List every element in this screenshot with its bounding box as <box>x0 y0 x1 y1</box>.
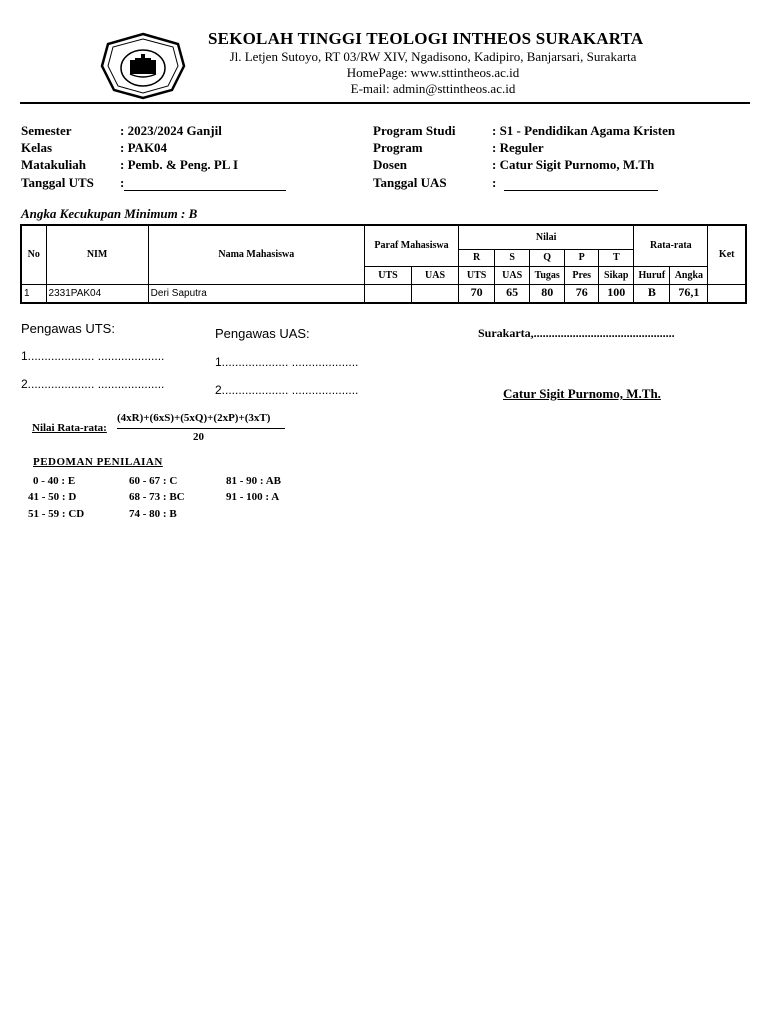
cell-no: 1 <box>21 284 46 303</box>
cell-nim: 2331PAK04 <box>46 284 148 303</box>
cell-huruf: B <box>634 284 670 303</box>
cell-paraf-uas <box>412 284 459 303</box>
place-date: Surakarta,............................................... <box>478 326 675 340</box>
semester-label: Semester <box>21 123 72 138</box>
pedoman-item: 68 - 73 : BC <box>129 491 185 503</box>
header-huruf: Huruf <box>634 266 670 284</box>
header-nama: Nama Mahasiswa <box>148 225 364 284</box>
header-r: R <box>459 249 495 266</box>
tanggal-uts-label: Tanggal UTS <box>21 175 94 190</box>
institution-address: Jl. Letjen Sutoyo, RT 03/RW XIV, Ngadisono, Kadipiro, Banjarsari, Surakarta <box>229 49 637 64</box>
tanggal-uts-colon: : <box>120 175 125 190</box>
pengawas-uts-line-2: 2.................... .................... <box>21 377 165 391</box>
header-t: T <box>599 249 634 266</box>
institution-email: E-mail: admin@sttintheos.ac.id <box>350 81 516 96</box>
cell-ket <box>708 284 746 303</box>
pedoman-title: PEDOMAN PENILAIAN <box>33 456 163 468</box>
grade-table <box>20 224 747 304</box>
program-studi-label: Program Studi <box>373 123 456 138</box>
pengawas-uts-label: Pengawas UTS: <box>21 321 115 336</box>
program-studi-value: : S1 - Pendidikan Agama Kristen <box>492 123 676 138</box>
program-value: : Reguler <box>492 140 544 155</box>
pengawas-uas-label: Pengawas UAS: <box>215 326 310 341</box>
dosen-value: : Catur Sigit Purnomo, M.Th <box>492 157 655 172</box>
header-nim: NIM <box>46 225 148 284</box>
pengawas-uts-line-1: 1.................... .................... <box>21 349 165 363</box>
formula-denominator: 20 <box>193 431 204 443</box>
matakuliah-value: : Pemb. & Peng. PL I <box>120 157 239 172</box>
cell-pres: 76 <box>565 284 599 303</box>
tanggal-uas-label: Tanggal UAS <box>373 175 447 190</box>
header-nilai: Nilai <box>459 225 634 249</box>
header-no: No <box>21 225 46 284</box>
header-paraf-uas: UAS <box>412 266 459 284</box>
header-sikap: Sikap <box>599 266 634 284</box>
lecturer-signature-name: Catur Sigit Purnomo, M.Th. <box>503 386 661 401</box>
header-q: Q <box>530 249 565 266</box>
kelas-value: : PAK04 <box>120 140 168 155</box>
semester-value: : 2023/2024 Ganjil <box>120 123 222 138</box>
cell-nama: Deri Saputra <box>148 284 364 303</box>
tanggal-uts-line <box>124 177 286 191</box>
tanggal-uas-colon: : <box>492 175 497 190</box>
institution-title: SEKOLAH TINGGI TEOLOGI INTHEOS SURAKARTA <box>208 29 644 48</box>
header-s: S <box>495 249 530 266</box>
pedoman-item: 41 - 50 : D <box>28 491 77 503</box>
header-divider <box>20 102 750 104</box>
cell-sikap: 100 <box>599 284 634 303</box>
pedoman-item: 60 - 67 : C <box>129 475 178 487</box>
table-row <box>21 284 746 303</box>
tanggal-uts-value <box>120 175 286 191</box>
tanggal-uas-line <box>504 177 658 191</box>
header-pres: Pres <box>565 266 599 284</box>
pedoman-item: 91 - 100 : A <box>226 491 280 503</box>
pedoman-item: 51 - 59 : CD <box>28 508 85 520</box>
formula-numerator: (4xR)+(6xS)+(5xQ)+(2xP)+(3xT) <box>117 412 271 424</box>
header-angka: Angka <box>670 266 708 284</box>
header-paraf-uts: UTS <box>364 266 411 284</box>
header-p: P <box>565 249 599 266</box>
pedoman-item: 74 - 80 : B <box>129 508 177 520</box>
formula-label: Nilai Rata-rata: <box>32 422 107 434</box>
pedoman-item: 0 - 40 : E <box>33 475 76 487</box>
institution-homepage: HomePage: www.sttintheos.ac.id <box>346 65 520 80</box>
dosen-label: Dosen <box>373 157 407 172</box>
cell-uas: 65 <box>495 284 530 303</box>
pengawas-uas-line-2: 2.................... .................... <box>215 383 359 397</box>
pengawas-uas-line-1: 1.................... .................... <box>215 355 359 369</box>
tanggal-uas-value <box>492 175 658 191</box>
cell-tugas: 80 <box>530 284 565 303</box>
header-uas: UAS <box>495 266 530 284</box>
header-ket: Ket <box>708 225 746 284</box>
cell-uts: 70 <box>459 284 495 303</box>
cell-paraf-uts <box>364 284 411 303</box>
formula-fraction-bar <box>117 428 285 429</box>
kelas-label: Kelas <box>21 140 53 155</box>
header-ratarata: Rata-rata <box>634 225 708 266</box>
matakuliah-label: Matakuliah <box>21 157 87 172</box>
header-uts: UTS <box>459 266 495 284</box>
cell-angka: 76,1 <box>670 284 708 303</box>
program-label: Program <box>373 140 423 155</box>
institution-logo <box>100 32 186 100</box>
header-paraf: Paraf Mahasiswa <box>364 225 458 266</box>
header-tugas: Tugas <box>530 266 565 284</box>
pedoman-item: 81 - 90 : AB <box>226 475 281 487</box>
minimum-grade-note: Angka Kecukupan Minimum : B <box>21 206 198 221</box>
